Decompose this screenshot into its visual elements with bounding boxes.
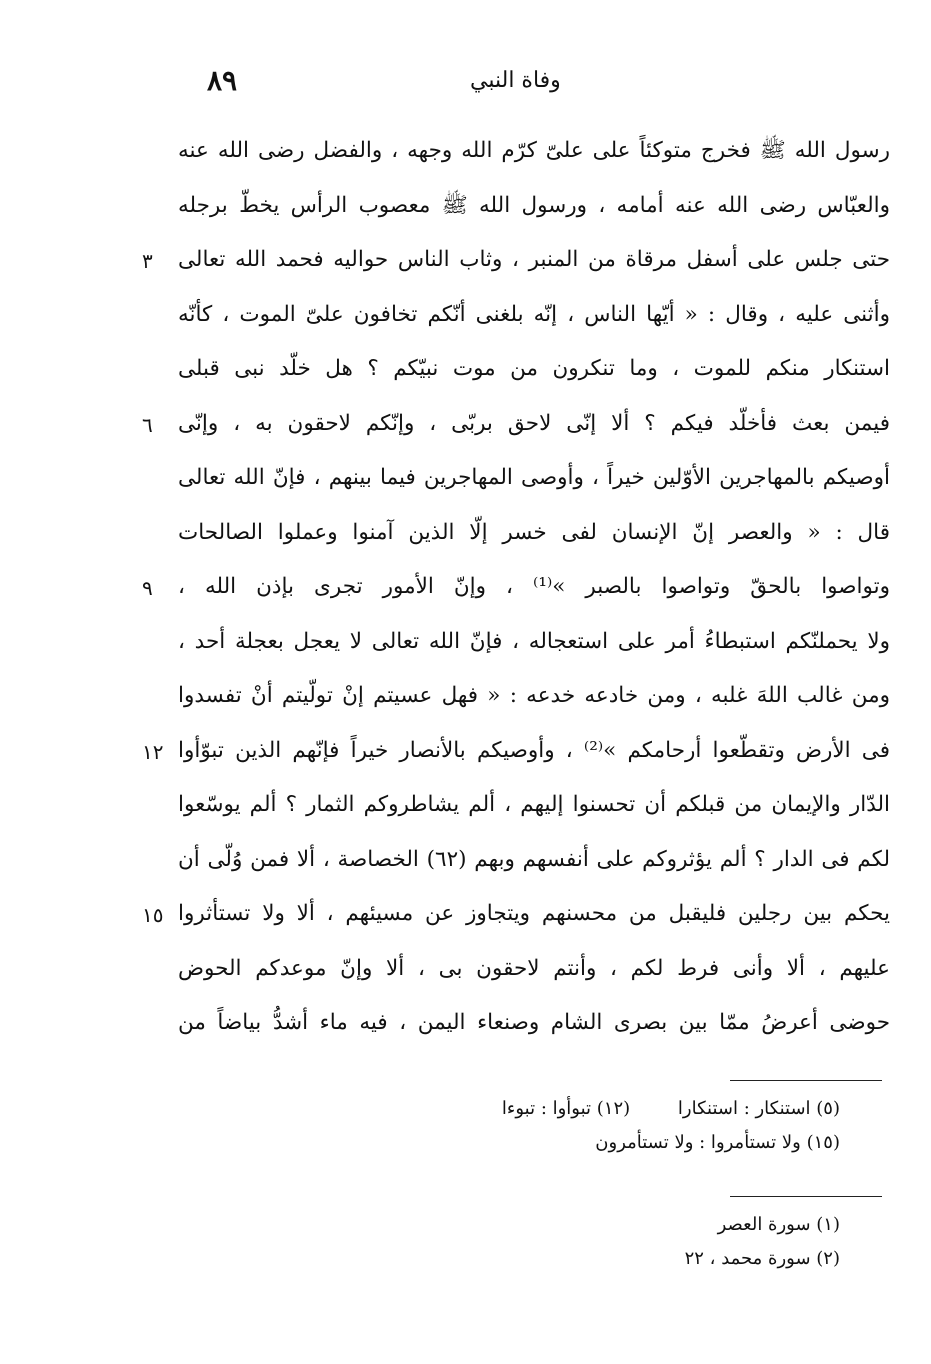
text-line: ولا يحملنّكم استبطاءُ أمر على استعجاله ، فإنّ الله تعالى لا يعجل بعجلة أحد ، xyxy=(178,628,890,654)
text-line: قال : « والعصر إنّ الإنسان لفى خسر إلّا الذين آمنوا وعملوا الصالحات xyxy=(178,519,890,545)
text-line: لكم فى الدار ؟ ألم يؤثروكم على أنفسهم وبهم (٦٢) الخصاصة ، ألا فمن وُلّى أن xyxy=(178,846,890,872)
footnote-divider xyxy=(730,1196,882,1197)
line-number: ٦ xyxy=(142,413,153,437)
page-number: ٨٩ xyxy=(207,64,238,97)
text-line: يحكم بين رجلين فليقبل من محسنهم ويتجاوز عن مسيئهم ، ألا ولا تستأثروا xyxy=(178,901,890,926)
variant-row xyxy=(420,1126,840,1160)
text-line: حتى جلس على أسفل مرقاة من المنبر ، وثاب الناس حواليه فحمد الله تعالى xyxy=(178,247,890,272)
text-line: عليهم ، ألا وأنى فرط لكم ، وأنتم لاحقون بى ، ألا وإنّ موعدكم الحوض xyxy=(178,955,890,981)
footnote: (١) سورة العصر xyxy=(717,1214,840,1235)
text-line: والعبّاس رضى الله عنه أمامه ، ورسول الله ﷺ معصوب الرأس يخطّ برجله xyxy=(178,192,890,218)
line-number: ١٢ xyxy=(142,740,164,764)
text-line: وتواصوا بالحقّ وتواصوا بالصبر »⁽¹⁾ ، وإنّ الأمور تجرى بإذن الله ، xyxy=(178,574,890,599)
footnote: (٢) سورة محمد ، ٢٢ xyxy=(684,1248,840,1269)
variant-note: (٥) استنكار : استنكارا xyxy=(677,1098,840,1119)
text-line: حوضى أعرضُ ممّا بين بصرى الشام وصنعاء اليمن ، فيه ماء أشدُّ بياضاً من xyxy=(178,1010,890,1035)
variant-row xyxy=(420,1092,840,1126)
text-line: فيمن بعث فأخلّد فيكم ؟ ألا إنّى لاحق بربّى ، وإنّكم لاحقون به ، وإنّى xyxy=(178,410,890,436)
variant-note: (١٢) تبوأوا : تبوءا xyxy=(501,1098,631,1119)
text-line: الدّار والإيمان من قبلكم أن تحسنوا إليهم ، ألم يشاطروكم الثمار ؟ ألم يوسّعوا xyxy=(178,792,890,817)
text-line: ومن غالب اللهَ غلبه ، ومن خادعه خدعه : « فهل عسيتم إنْ تولّيتم أنْ تفسدوا xyxy=(178,683,890,708)
line-number: ٣ xyxy=(142,249,153,273)
textual-variants xyxy=(420,1092,840,1160)
text-line: رسول الله ﷺ فخرج متوكئاً على علىّ كرّم الله وجهه ، والفضل رضى الله عنه xyxy=(178,138,890,163)
variant-note: (١٥) ولا تستأمروا : ولا تستأمرون xyxy=(595,1132,840,1153)
footnote-divider xyxy=(730,1080,882,1081)
running-title: وفاة النبي xyxy=(470,68,561,93)
footnotes xyxy=(640,1208,840,1276)
main-text xyxy=(178,124,890,1051)
text-line: وأثنى عليه ، وقال : « أيّها الناس ، إنّه بلغنى أنّكم تخافون علىّ الموت ، كأنّه xyxy=(178,301,890,327)
text-line: أوصيكم بالمهاجرين الأوّلين خيراً ، وأوصى المهاجرين فيما بينهم ، فإنّ الله تعالى xyxy=(178,465,890,490)
line-number: ٩ xyxy=(142,576,153,600)
text-line: استنكار منكم للموت ، وما تنكرون من موت نبيّكم ؟ هل خلّد نبى قبلى xyxy=(178,356,890,381)
line-number: ١٥ xyxy=(142,903,164,927)
text-line: فى الأرض وتقطّعوا أرحامكم »⁽²⁾ ، وأوصيكم بالأنصار خيراً فإنّهم الذين تبوّأوا xyxy=(178,737,890,763)
